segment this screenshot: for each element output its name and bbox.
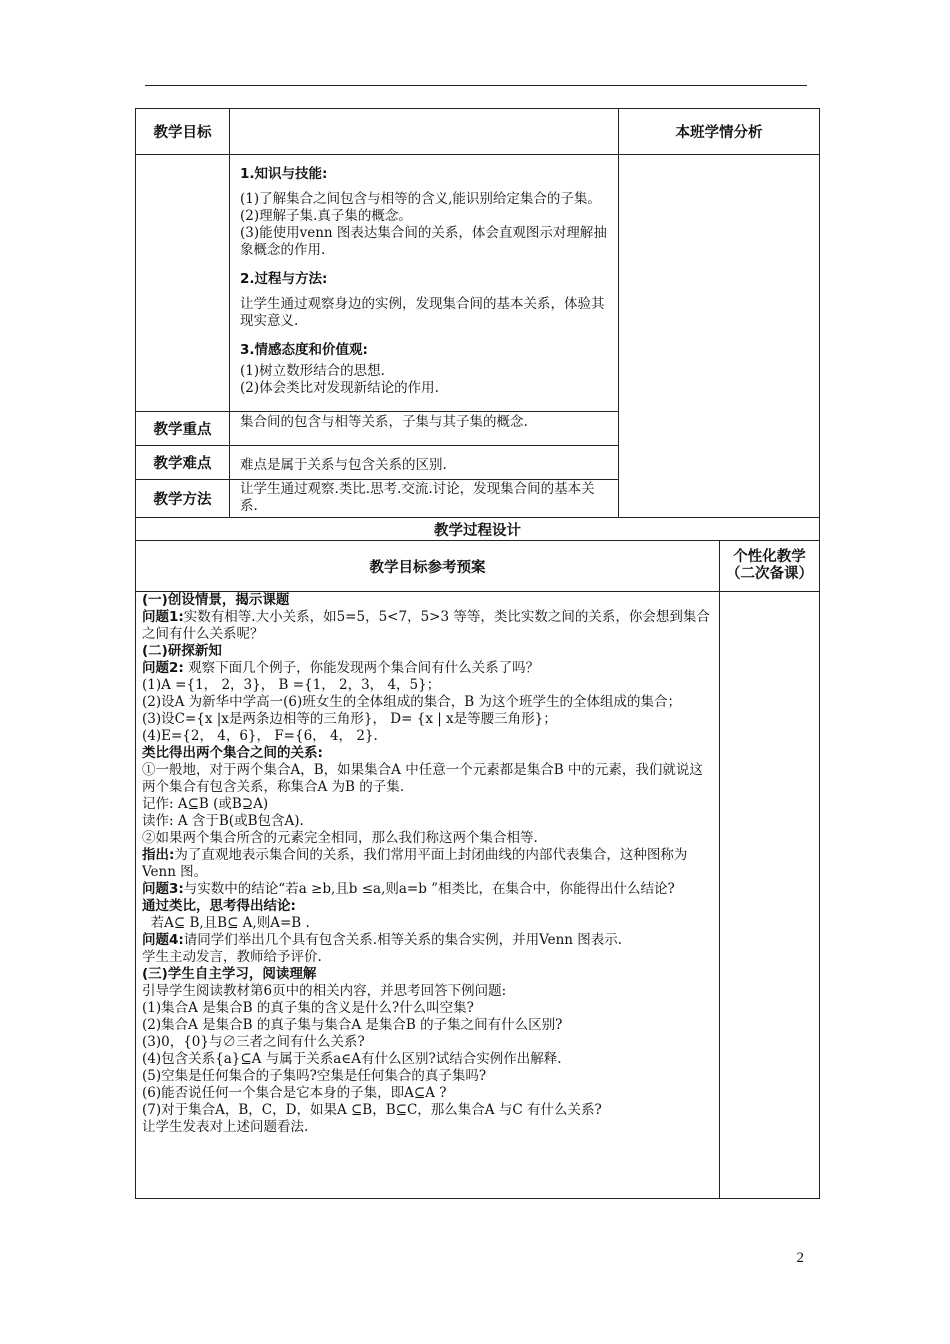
goal-label: 教学目标 [153, 125, 212, 141]
body-paragraph [142, 932, 714, 949]
body-paragraph-label: 问题4: [142, 932, 184, 948]
objective-line: (1)树立数形结合的思想. [240, 363, 385, 379]
key-label-cell [135, 411, 230, 446]
personal-body-cell [719, 591, 820, 1199]
body-line: (4)包含关系{a}⊆A 与属于关系a∈A有什么区别?试结合实例作出解释. [142, 1051, 562, 1067]
analysis-cell [618, 154, 820, 518]
body-paragraph-label: 问题1: [142, 609, 184, 625]
personal-header-cell [719, 540, 820, 592]
body-heading: 类比得出两个集合之间的关系: [142, 745, 323, 761]
body-line: ②如果两个集合所含的元素完全相同，那么我们称这两个集合相等. [142, 830, 538, 846]
objective-line: (3)能使用venn 图表达集合间的关系，体会直观图示对理解抽象概念的作用. [240, 225, 607, 258]
body-line: (4)E={2， 4，6}， F={6， 4， 2}. [142, 728, 378, 744]
plan-body-content [142, 592, 714, 1136]
body-line: (1)A ={1， 2，3}， B ={1， 2，3， 4，5}； [142, 677, 441, 693]
analysis-label: 本班学情分析 [675, 125, 763, 141]
body-paragraph [142, 847, 714, 881]
plan-header-cell [135, 540, 720, 592]
body-line: (3)0，{0}与∅三者之间有什么关系? [142, 1034, 365, 1050]
key-text: 集合间的包含与相等关系，子集与其子集的概念. [240, 414, 528, 430]
body-paragraph [142, 660, 714, 677]
objective-line: (1)了解集合之间包含与相等的含义,能识别给定集合的子集。 [240, 191, 601, 207]
body-paragraph-text: 请同学们举出几个具有包含关系.相等关系的集合实例，并用Venn 图表示. [183, 932, 623, 948]
body-line: (2)设A 为新华中学高一(6)班女生的全体组成的集合，B 为这个班学生的全体组成的集合； [142, 694, 681, 710]
analysis-label-cell [618, 108, 820, 155]
body-line: (3)设C={x |x是两条边相等的三角形}， D= {x | x是等腰三角形}； [142, 711, 557, 727]
method-text: 让学生通过观察.类比.思考.交流.讨论，发现集合间的基本关系. [240, 481, 595, 514]
body-line: 让学生发表对上述问题看法. [142, 1119, 309, 1135]
body-paragraph-text: 与实数中的结论“若a ≥b,且b ≤a,则a=b ”相类比，在集合中，你能得出什么结论? [183, 881, 675, 897]
body-line: (2)集合A 是集合B 的真子集与集合A 是集合B 的子集之间有什么区别? [142, 1017, 563, 1033]
goal-label-cell [135, 108, 230, 155]
process-title-cell [135, 517, 820, 541]
objective-section-title: 1.知识与技能: [240, 166, 328, 182]
header-rule [145, 85, 807, 86]
body-heading: 通过类比，思考得出结论: [142, 898, 296, 914]
plan-header: 教学目标参考预案 [369, 559, 486, 576]
diff-label: 教学难点 [153, 456, 212, 472]
body-paragraph-label: 问题2: [142, 660, 184, 676]
objective-line: 让学生通过观察身边的实例，发现集合间的基本关系，体验其现实意义. [240, 296, 605, 329]
personal-header: 个性化教学（二次备课） [726, 549, 813, 582]
body-paragraph-label: 问题3: [142, 881, 184, 897]
objectives-left-cell [135, 154, 230, 412]
page-number: 2 [796, 1250, 804, 1266]
objective-section-title: 2.过程与方法: [240, 271, 328, 287]
body-paragraph [142, 609, 714, 643]
diff-text: 难点是属于关系与包含关系的区别. [240, 457, 447, 473]
body-paragraph-label: 指出: [142, 847, 175, 863]
body-paragraph-text: 为了直观地表示集合间的关系，我们常用平面上封闭曲线的内部代表集合，这种图称为Venn 图。 [142, 847, 688, 880]
objective-line: (2)体会类比对发现新结论的作用. [240, 380, 439, 396]
body-line: 引导学生阅读教材第6页中的相关内容，并思考回答下例问题: [142, 983, 507, 999]
body-paragraph-text: 实数有相等.大小关系，如5=5，5<7，5>3 等等，类比实数之间的关系，你会想到集合之间有什么关系呢？ [142, 609, 710, 642]
objectives-content [240, 166, 612, 397]
body-line: (6)能否说任何一个集合是它本身的子集，即A⊆A ? [142, 1085, 447, 1101]
diff-label-cell [135, 445, 230, 480]
body-line: 读作: A 含于B(或B包含A). [142, 813, 304, 829]
body-paragraph-text: 观察下面几个例子，你能发现两个集合间有什么关系了吗？ [183, 660, 540, 676]
body-line: 记作: A⊆B (或B⊇A) [142, 796, 269, 812]
body-line: (7)对于集合A，B，C，D，如果A ⊆B，B⊆C，那么集合A 与C 有什么关系? [142, 1102, 602, 1118]
body-heading: (三)学生自主学习，阅读理解 [142, 966, 317, 982]
body-line: 若A⊆ B,且B⊆ A,则A=B . [142, 915, 310, 931]
process-title: 教学过程设计 [434, 522, 521, 539]
body-line: (5)空集是任何集合的子集吗?空集是任何集合的真子集吗? [142, 1068, 487, 1084]
method-label-cell [135, 479, 230, 518]
objective-section-title: 3.情感态度和价值观: [240, 342, 368, 358]
body-line: (1)集合A 是集合B 的真子集的含义是什么?什么叫空集? [142, 1000, 474, 1016]
objective-line: (2)理解子集.真子集的概念。 [240, 208, 412, 224]
body-line: 学生主动发言，教师给予评价. [142, 949, 322, 965]
body-line: ①一般地，对于两个集合A，B，如果集合A 中任意一个元素都是集合B 中的元素，我们就说这两个集合有包含关系，称集合A 为B 的子集. [142, 762, 703, 795]
body-paragraph [142, 881, 714, 898]
body-heading: (二)研探新知 [142, 643, 222, 659]
body-heading: (一)创设情景，揭示课题 [142, 592, 290, 608]
key-label: 教学重点 [153, 422, 212, 438]
goal-blank-cell [229, 108, 619, 155]
method-label: 教学方法 [153, 492, 212, 508]
